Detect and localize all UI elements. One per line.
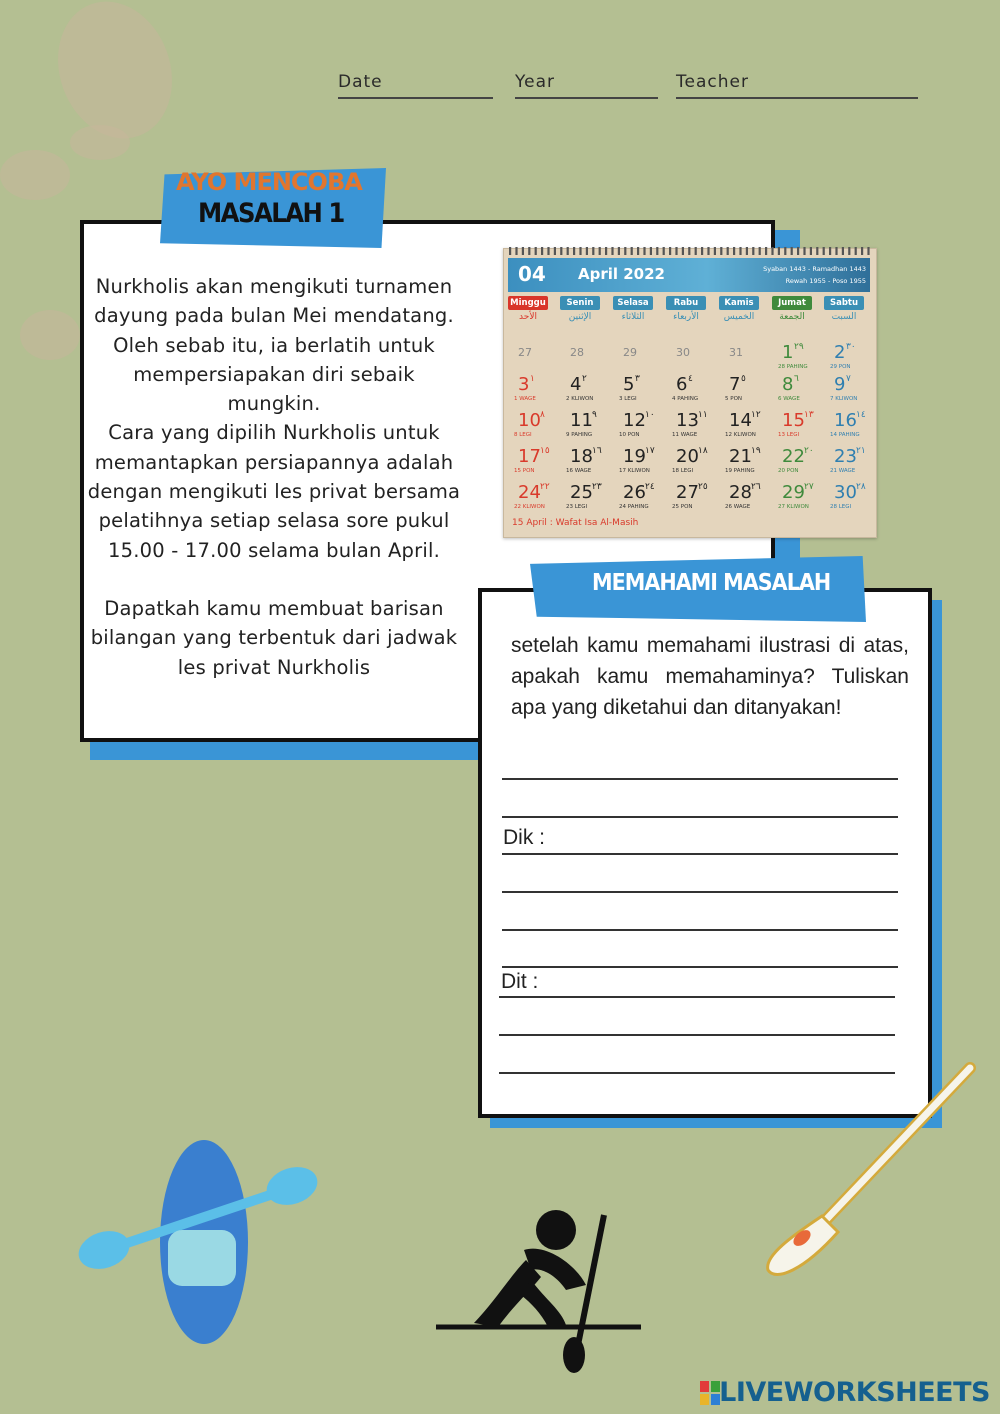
known-answer-line[interactable]: [502, 929, 898, 931]
binding-ring: [573, 247, 575, 255]
binding-ring: [829, 247, 831, 255]
task-line: Dapatkah kamu membuat barisan: [104, 596, 444, 620]
calendar-day-subtitle: الإثنين: [568, 312, 592, 322]
calendar-hijri-date: ٧: [846, 374, 851, 384]
known-answer-line[interactable]: [502, 891, 898, 893]
binding-ring: [810, 247, 812, 255]
liveworksheets-logo-icon: [700, 1381, 720, 1405]
calendar-date: 23: [834, 446, 857, 467]
calendar-hijri-date: ٢: [582, 374, 587, 384]
calendar-date: 19: [623, 446, 646, 467]
calendar-date: 28: [729, 482, 752, 503]
calendar-pasaran: 28 PAHING: [778, 364, 808, 370]
calendar-date: 25: [570, 482, 593, 503]
binding-ring: [605, 247, 607, 255]
binding-ring: [867, 247, 869, 255]
calendar-date-cell: [619, 482, 669, 518]
binding-ring: [707, 247, 709, 255]
calendar-hijri-date: ٤: [688, 374, 693, 384]
calendar-pasaran: 22 KLIWON: [514, 504, 545, 510]
calendar-hijri-date: ١٧: [645, 446, 655, 456]
calendar-pasaran: 7 KLIWON: [830, 396, 858, 402]
calendar-hijri-date: ١٨: [698, 446, 708, 456]
calendar-date-cell: [672, 482, 722, 518]
calendar-date: 4: [570, 374, 582, 395]
calendar-date: 7: [729, 374, 741, 395]
calendar-hijri-date: ١٢: [751, 410, 761, 420]
binding-ring: [752, 247, 754, 255]
binding-ring: [643, 247, 645, 255]
binding-ring: [778, 247, 780, 255]
binding-ring: [759, 247, 761, 255]
calendar-hijri-date: ١٥: [540, 446, 550, 456]
calendar-date: 21: [729, 446, 752, 467]
calendar-day-subtitle: الأربعاء: [673, 312, 699, 322]
binding-ring: [797, 247, 799, 255]
calendar-pasaran: 24 PAHING: [619, 504, 649, 510]
task-line: les privat Nurkholis: [177, 655, 371, 679]
liveworksheets-logo[interactable]: LIVEWORKSHEETS: [719, 1377, 990, 1408]
calendar-date-cell: [566, 374, 616, 410]
calendar-date-cell: [725, 482, 775, 518]
banner-title: MASALAH 1: [198, 198, 344, 229]
calendar-day-subtitle: الأحد: [519, 312, 537, 322]
calendar-date-cell: [566, 482, 616, 518]
calendar-pasaran: 18 LEGI: [672, 468, 694, 474]
binding-ring: [771, 247, 773, 255]
hijri-line: Rewah 1955 - Poso 1955: [785, 277, 866, 285]
calendar-date-cell: [778, 374, 828, 410]
binding-ring: [567, 247, 569, 255]
calendar-date: 15: [782, 410, 805, 431]
binding-ring: [663, 247, 665, 255]
calendar-date: 5: [623, 374, 635, 395]
calendar-hijri-date: ٢٠: [804, 446, 814, 456]
binding-ring: [560, 247, 562, 255]
calendar-hijri-date: ١٦: [592, 446, 602, 456]
calendar-date-cell: [672, 410, 722, 446]
calendar-pasaran: 23 LEGI: [566, 504, 588, 510]
calendar-date: 8: [782, 374, 794, 395]
asked-answer-line[interactable]: [499, 996, 895, 998]
calendar-date: 3: [518, 374, 530, 395]
calendar-pasaran: 6 WAGE: [778, 396, 800, 402]
calendar-pasaran: 28 LEGI: [830, 504, 852, 510]
calendar-pasaran: 19 PAHING: [725, 468, 755, 474]
calendar-pasaran: 4 PAHING: [672, 396, 699, 402]
asked-answer-line[interactable]: [499, 1034, 895, 1036]
binding-ring: [586, 247, 588, 255]
calendar-hijri-date: ٥: [741, 374, 746, 384]
hijri-line: Syaban 1443 - Ramadhan 1443: [763, 265, 866, 273]
calendar-pasaran: 12 KLIWON: [725, 432, 756, 438]
story-line: pelatihnya setiap selasa sore pukul: [98, 509, 450, 533]
calendar-footnote: 15 April : Wafat Isa Al-Masih: [512, 518, 639, 528]
binding-ring: [599, 247, 601, 255]
problem-story: [84, 272, 464, 682]
calendar-hijri-date: ١٣: [804, 410, 814, 420]
binding-ring: [547, 247, 549, 255]
story-line: dayung pada bulan Mei mendatang.: [94, 304, 454, 328]
calendar-date: 6: [676, 374, 688, 395]
calendar-date-cell: [830, 342, 880, 378]
calendar-date-cell: [514, 410, 564, 446]
calendar-binding-rings: [503, 246, 875, 256]
calendar-pasaran: 21 WAGE: [830, 468, 856, 474]
calendar-hijri-date: ١٠: [645, 410, 655, 420]
calendar-pasaran: 3 LEGI: [619, 396, 637, 402]
calendar-hijri-date: ٢٣: [592, 482, 602, 492]
calendar-pasaran: 5 PON: [725, 396, 743, 402]
calendar-hijri-date: ١٤: [856, 410, 866, 420]
calendar-date: 22: [782, 446, 805, 467]
calendar-date-cell: [566, 446, 616, 482]
binding-ring: [675, 247, 677, 255]
binding-ring: [541, 247, 543, 255]
binding-ring: [733, 247, 735, 255]
calendar-day-subtitle: الثلاثاء: [621, 312, 645, 322]
calendar-day-subtitle: الجمعة: [779, 312, 805, 322]
calendar-hijri-date: ٢٤: [645, 482, 655, 492]
calendar-pasaran: 25 PON: [672, 504, 693, 510]
answer-line[interactable]: [502, 778, 898, 780]
story-line: mempersiapakan diri sebaik mungkin.: [133, 362, 415, 416]
calendar-date: 29: [623, 346, 637, 359]
binding-ring: [682, 247, 684, 255]
binding-ring: [855, 247, 857, 255]
background-decoration: [20, 310, 80, 360]
binding-ring: [746, 247, 748, 255]
calendar-date-cell: [830, 446, 880, 482]
calendar-hijri-date: ٣: [635, 374, 640, 384]
calendar-date-cell: [725, 374, 775, 410]
calendar-date: 30: [834, 482, 857, 503]
calendar-date-cell: [514, 446, 564, 482]
calendar-date-cell: [619, 374, 669, 410]
calendar-date-cell: [725, 410, 775, 446]
calendar-date: 9: [834, 374, 846, 395]
calendar-month-title: April 2022: [578, 265, 665, 283]
calendar-date-cell: [514, 374, 564, 410]
binding-ring: [720, 247, 722, 255]
calendar-pasaran: 8 LEGI: [514, 432, 532, 438]
calendar-date-cell: [830, 410, 880, 446]
calendar-date-cell: [619, 410, 669, 446]
binding-ring: [861, 247, 863, 255]
calendar-hijri-date: ١: [530, 374, 535, 384]
story-line: 15.00 - 17.00 selama bulan April.: [108, 538, 440, 562]
calendar-day-subtitle: الخميس: [723, 312, 755, 322]
calendar-date: 10: [518, 410, 541, 431]
calendar-date-cell: [778, 482, 828, 518]
calendar-hijri-date: ١٩: [751, 446, 761, 456]
binding-ring: [701, 247, 703, 255]
calendar-date-cell: [778, 446, 828, 482]
binding-ring: [528, 247, 530, 255]
binding-ring: [631, 247, 633, 255]
calendar-pasaran: 13 LEGI: [778, 432, 800, 438]
binding-ring: [554, 247, 556, 255]
banner-subtitle: AYO MENCOBA: [176, 168, 362, 196]
binding-ring: [714, 247, 716, 255]
calendar-date: 28: [570, 346, 584, 359]
calendar-hijri-date: ٢٢: [540, 482, 550, 492]
calendar-hijri-date: ٢٥: [698, 482, 708, 492]
calendar-date: 16: [834, 410, 857, 431]
calendar-pasaran: 20 PON: [778, 468, 799, 474]
calendar-hijri-date: ٨: [540, 410, 545, 420]
calendar-day-header: Jumat: [772, 296, 812, 310]
calendar-date-cell: [514, 342, 564, 378]
story-line: Cara yang dipilih Nurkholis untuk: [108, 421, 440, 445]
binding-ring: [765, 247, 767, 255]
asked-label: Dit :: [501, 970, 539, 993]
binding-ring: [727, 247, 729, 255]
calendar-date: 2: [834, 342, 846, 363]
binding-ring: [848, 247, 850, 255]
calendar-hijri-date: ٣٠: [846, 342, 856, 352]
calendar-date-cell: [725, 342, 775, 378]
paddle-illustration: [752, 1056, 984, 1282]
calendar-hijri-date: ٢٩: [794, 342, 804, 352]
calendar-date-cell: [778, 342, 828, 378]
teacher-field[interactable]: [676, 97, 918, 99]
calendar-pasaran: 26 WAGE: [725, 504, 751, 510]
calendar-date: 11: [570, 410, 593, 431]
calendar-day-header: Rabu: [666, 296, 706, 310]
understand-title: MEMAHAMI MASALAH: [592, 570, 831, 596]
binding-ring: [535, 247, 537, 255]
calendar-pasaran: 16 WAGE: [566, 468, 592, 474]
calendar-date-cell: [619, 342, 669, 378]
binding-ring: [618, 247, 620, 255]
calendar-date-cell: [830, 482, 880, 518]
canoe-athlete-icon: [436, 1205, 641, 1377]
year-field[interactable]: [515, 97, 658, 99]
calendar-date: 31: [729, 346, 743, 359]
calendar-date-cell: [619, 446, 669, 482]
calendar-day-header: Selasa: [613, 296, 653, 310]
calendar-pasaran: 14 PAHING: [830, 432, 860, 438]
calendar-pasaran: 11 WAGE: [672, 432, 698, 438]
calendar-pasaran: 2 KLIWON: [566, 396, 594, 402]
calendar-date: 13: [676, 410, 699, 431]
calendar-pasaran: 29 PON: [830, 364, 851, 370]
calendar-date: 24: [518, 482, 541, 503]
binding-ring: [823, 247, 825, 255]
calendar-date-cell: [566, 342, 616, 378]
known-label: Dik :: [503, 826, 545, 849]
calendar-date: 14: [729, 410, 752, 431]
calendar-date: 1: [782, 342, 794, 363]
background-decoration: [0, 150, 70, 200]
calendar-pasaran: 9 PAHING: [566, 432, 593, 438]
calendar-day-header: Senin: [560, 296, 600, 310]
binding-ring: [637, 247, 639, 255]
calendar-date-cell: [830, 374, 880, 410]
understand-question: setelah kamu memahami ilustrasi di atas, apakah kamu memahaminya? Tuliskan apa yang diketahui dan ditanyakan!: [511, 634, 909, 719]
calendar-hijri-date: ٢٦: [751, 482, 761, 492]
calendar-month-number: 04: [518, 262, 546, 286]
answer-line[interactable]: [502, 816, 898, 818]
calendar-date: 18: [570, 446, 593, 467]
calendar-day-subtitle: السبت: [831, 312, 857, 322]
calendar-date: 12: [623, 410, 646, 431]
calendar-date-cell: [672, 446, 722, 482]
calendar-date-cell: [566, 410, 616, 446]
calendar-hijri-date: ٢٧: [804, 482, 814, 492]
binding-ring: [739, 247, 741, 255]
known-answer-line[interactable]: [502, 966, 898, 968]
binding-ring: [816, 247, 818, 255]
binding-ring: [522, 247, 524, 255]
calendar-day-header: Kamis: [719, 296, 759, 310]
calendar-date: 27: [518, 346, 532, 359]
story-line: memantapkan persiapannya adalah: [94, 450, 454, 474]
calendar-date: 29: [782, 482, 805, 503]
date-label: Date: [338, 72, 383, 92]
calendar-hijri-date: ٩: [592, 410, 597, 420]
binding-ring: [624, 247, 626, 255]
calendar-date: 30: [676, 346, 690, 359]
teacher-label: Teacher: [676, 72, 749, 92]
binding-ring: [784, 247, 786, 255]
story-line: Nurkholis akan mengikuti turnamen: [95, 275, 453, 298]
calendar-pasaran: 15 PON: [514, 468, 535, 474]
binding-ring: [842, 247, 844, 255]
story-line: dengan mengikuti les privat bersama: [87, 480, 461, 504]
binding-ring: [592, 247, 594, 255]
kayak-illustration: [76, 1138, 326, 1348]
calendar-day-header: Sabtu: [824, 296, 864, 310]
binding-ring: [791, 247, 793, 255]
calendar-pasaran: 27 KLIWON: [778, 504, 809, 510]
binding-ring: [650, 247, 652, 255]
calendar-date-cell: [514, 482, 564, 518]
calendar-date: 26: [623, 482, 646, 503]
binding-ring: [803, 247, 805, 255]
task-line: bilangan yang terbentuk dari jadwak: [90, 626, 458, 650]
calendar-pasaran: 10 PON: [619, 432, 640, 438]
calendar-pasaran: 17 KLIWON: [619, 468, 650, 474]
calendar-date-cell: [672, 374, 722, 410]
year-label: Year: [515, 72, 555, 92]
calendar-date: 20: [676, 446, 699, 467]
calendar-hijri-date: ٢١: [856, 446, 866, 456]
date-field[interactable]: [338, 97, 493, 99]
calendar-hijri-range: [740, 263, 866, 287]
calendar-date-cell: [672, 342, 722, 378]
binding-ring: [695, 247, 697, 255]
calendar-date-cell: [778, 410, 828, 446]
binding-ring: [611, 247, 613, 255]
background-decoration: [70, 125, 130, 160]
binding-ring: [579, 247, 581, 255]
calendar-hijri-date: ٦: [794, 374, 799, 384]
calendar-hijri-date: ٢٨: [856, 482, 866, 492]
binding-ring: [688, 247, 690, 255]
binding-ring: [669, 247, 671, 255]
binding-ring: [515, 247, 517, 255]
binding-ring: [835, 247, 837, 255]
story-line: Oleh sebab itu, ia berlatih untuk: [113, 333, 435, 357]
calendar-day-header: Minggu: [508, 296, 548, 310]
calendar-date: 27: [676, 482, 699, 503]
binding-ring: [509, 247, 511, 255]
known-answer-line[interactable]: [502, 853, 898, 855]
calendar-date-cell: [725, 446, 775, 482]
calendar-pasaran: 1 WAGE: [514, 396, 536, 402]
binding-ring: [656, 247, 658, 255]
calendar-date: 17: [518, 446, 541, 467]
calendar-hijri-date: ١١: [698, 410, 708, 420]
